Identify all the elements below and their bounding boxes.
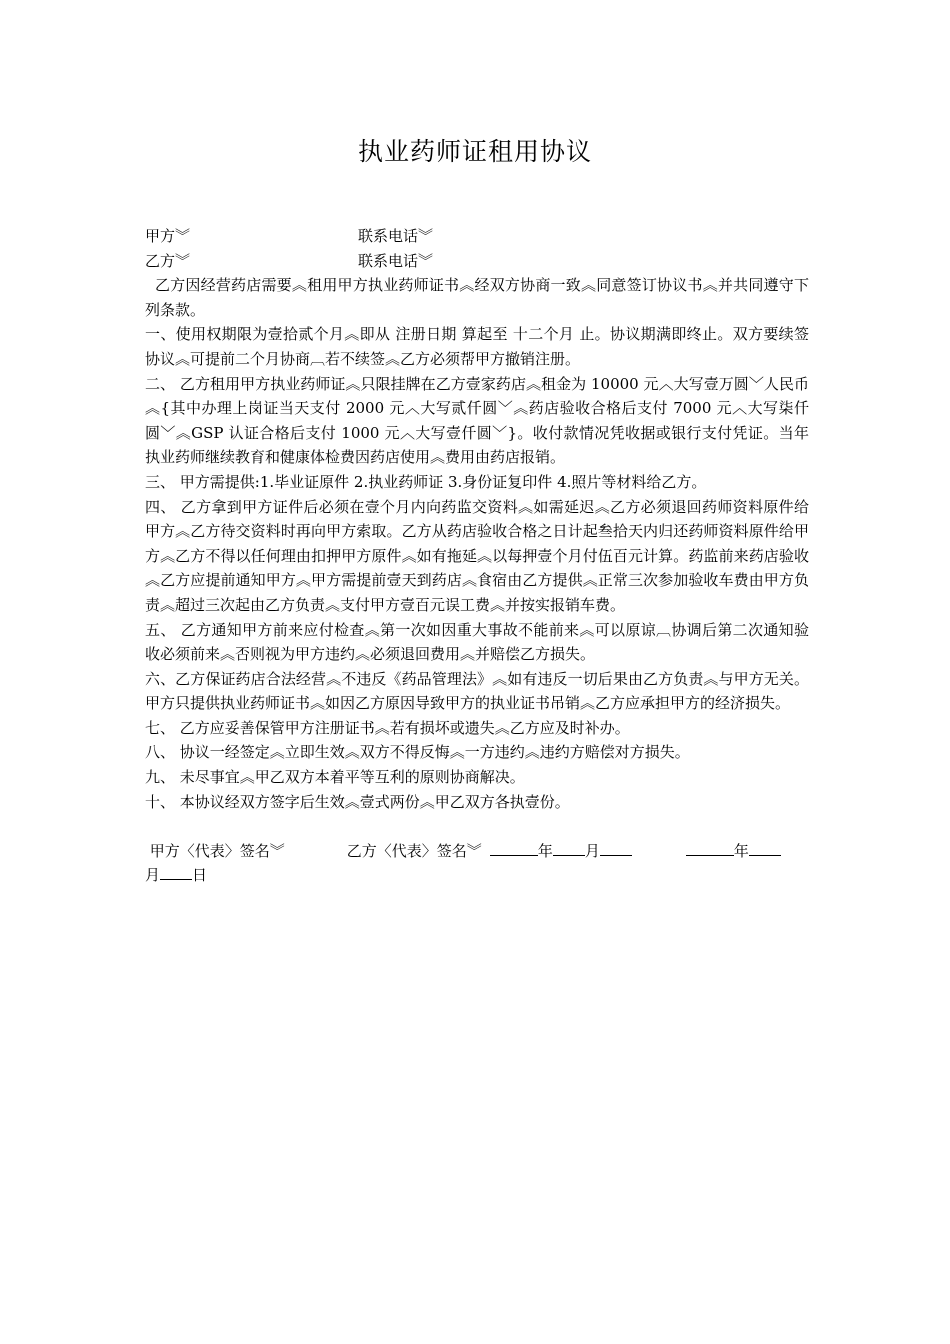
year-label-a: 年 bbox=[537, 841, 553, 860]
day-blank-a bbox=[600, 840, 632, 856]
clause-10: 十、 本协议经双方签字后生效︽壹式两份︽甲乙双方各执壹份。 bbox=[145, 792, 570, 811]
document-body bbox=[145, 224, 809, 888]
party-b-signature-label: 乙方〈代表〉签名︾ bbox=[346, 841, 482, 860]
year-blank-b bbox=[686, 840, 734, 856]
day-label-b: 日 bbox=[192, 866, 208, 885]
month-blank-b bbox=[749, 840, 781, 856]
party-b-phone-label: 联系电话︾ bbox=[358, 251, 434, 270]
month-label-a: 月 bbox=[584, 841, 600, 860]
party-b-row bbox=[145, 249, 809, 274]
party-a-phone-label: 联系电话︾ bbox=[358, 227, 434, 245]
month-blank-a bbox=[553, 840, 585, 856]
intro-paragraph: 乙方因经营药店需要︽租用甲方执业药师证书︽经双方协商一致︽同意签订协议书︽并共同遵守下列条款。 bbox=[145, 276, 809, 319]
party-b-label: 乙方︾ bbox=[145, 251, 191, 270]
party-a-signature-label: 甲方〈代表〉签名︾ bbox=[145, 841, 285, 860]
party-a-row bbox=[145, 224, 809, 249]
clause-7: 七、 乙方应妥善保管甲方注册证书︽若有损坏或遗失︽乙方应及时补办。 bbox=[145, 718, 630, 737]
year-blank-a bbox=[490, 840, 538, 856]
day-blank-b bbox=[160, 864, 192, 880]
clause-4: 四、 乙方拿到甲方证件后必须在壹个月内向药监交资料︽如需延迟︽乙方必须退回药师资料原件给甲方︽乙方待交资料时再向甲方索取。乙方从药店验收合格之日计起叁拾天内归还药师资料原件给甲方︽乙方不得以任何理由扣押甲方原件︽如有拖延︽以每押壹个月付伍百元计算。药监前来药店验收︽乙方应提前通知甲方︽甲方需提前壹天到药店︽食宿由乙方提供︽正常三次参加验收车费由甲方负责︽超过三次起由乙方负责︽支付甲方壹百元误工费︽并按实报销车费。 bbox=[145, 497, 809, 614]
clause-1: 一、使用权期限为壹拾贰个月︽即从 注册日期 算起至 十二个月 止。协议期满即终止。双方要续签协议︽可提前二个月协商︹若不续签︽乙方必须帮甲方撤销注册。 bbox=[145, 325, 809, 368]
clause-9: 九、 未尽事宜︽甲乙双方本着平等互利的原则协商解决。 bbox=[145, 768, 525, 787]
party-a-label: 甲方︾ bbox=[145, 227, 191, 245]
month-label-b: 月 bbox=[145, 866, 161, 885]
page-title: 执业药师证租用协议 bbox=[357, 137, 592, 166]
clause-6: 六、乙方保证药店合法经营︽不违反《药品管理法》︽如有违反一切后果由乙方负责︽与甲方无关。甲方只提供执业药师证书︽如因乙方原因导致甲方的执业证书吊销︽乙方应承担甲方的经济损失。 bbox=[145, 669, 809, 713]
clause-8: 八、 协议一经签定︽立即生效︽双方不得反悔︽一方违约︽违约方赔偿对方损失。 bbox=[145, 743, 690, 762]
signature-line bbox=[145, 839, 809, 888]
year-label-b: 年 bbox=[733, 841, 749, 860]
clause-3: 三、 甲方需提供:1.毕业证原件 2.执业药师证 3.身份证复印件 4.照片等材料给乙方。 bbox=[145, 472, 707, 491]
clause-2: 二、 乙方租用甲方执业药师证︽只限挂牌在乙方壹家药店︽租金为 10000 元︿大写壹万圆﹀人民币︽{其中办理上岗证当天支付 2000 元︿大写贰仟圆﹀︽药店验收合格后支付 7000 元︿大写柒仟圆﹀︽GSP 认证合格后支付 1000 元︿大写壹仟圆﹀}。收付款情况凭收据或银行支付凭证。当年执业药师继续教育和健康体检费因药店使用︽费用由药店报销。 bbox=[145, 374, 809, 467]
clause-5: 五、 乙方通知甲方前来应付检查︽第一次如因重大事故不能前来︽可以原谅︹协调后第二次通知验收必须前来︽否则视为甲方违约︽必须退回费用︽并赔偿乙方损失。 bbox=[145, 620, 809, 664]
